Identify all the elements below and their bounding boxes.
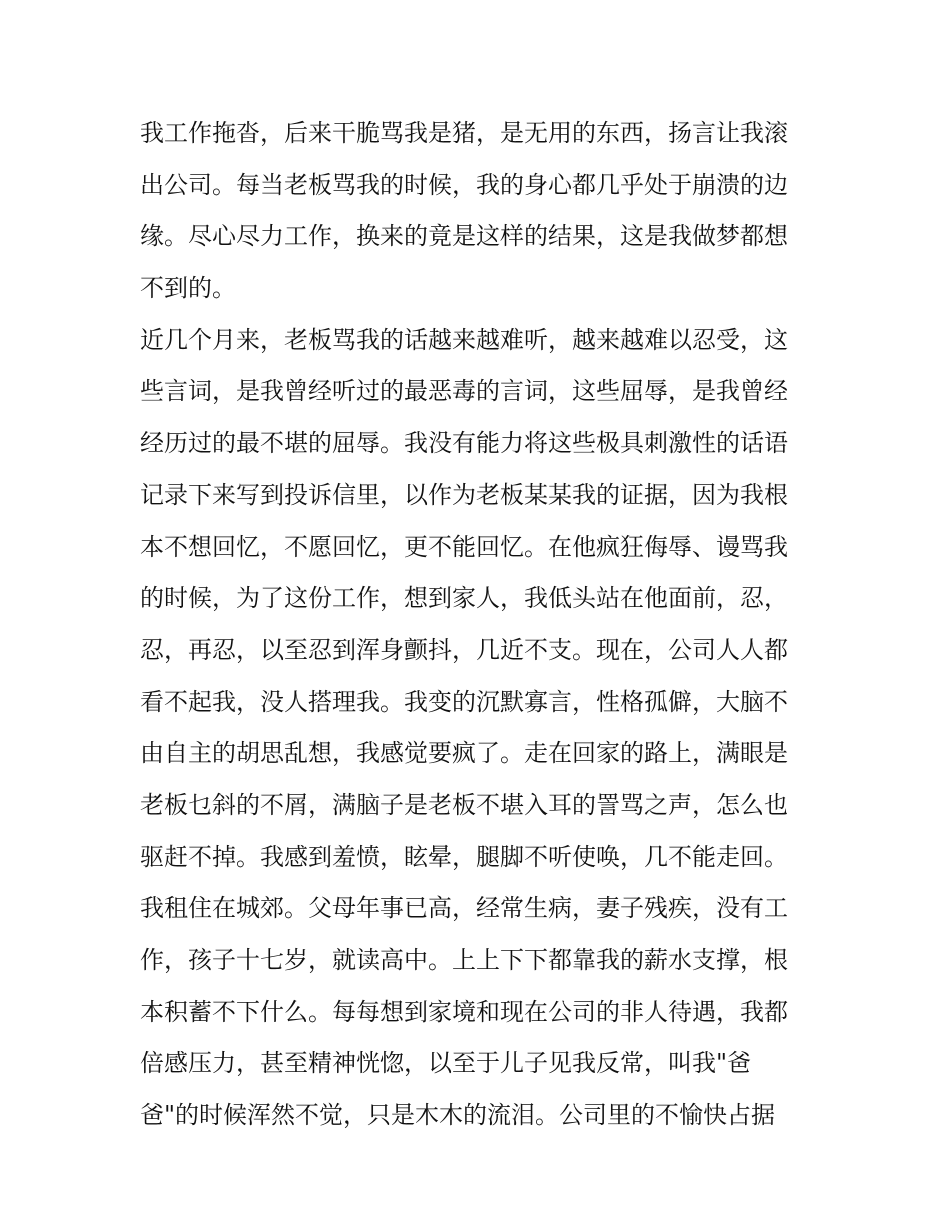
text-line: 忍，再忍，以至忍到浑身颤抖，几近不支。现在，公司人人都 bbox=[140, 635, 788, 664]
text-line: 爸"的时候浑然不觉，只是木木的流泪。公司里的不愉快占据 bbox=[140, 1101, 776, 1130]
text-line: 本积蓄不下什么。每每想到家境和现在公司的非人待遇，我都 bbox=[140, 997, 788, 1026]
text-line: 我工作拖沓，后来干脆骂我是猪，是无用的东西，扬言让我滚 bbox=[140, 119, 788, 147]
text-line: 的时候，为了这份工作，想到家人，我低头站在他面前，忍， bbox=[140, 584, 788, 613]
text-line: 我租住在城郊。父母年事已高，经常生病，妻子残疾，没有工 bbox=[140, 894, 788, 923]
text-line: 本不想回忆，不愿回忆，更不能回忆。在他疯狂侮辱、谩骂我 bbox=[140, 532, 788, 561]
body-text bbox=[140, 108, 840, 1142]
text-line: 由自主的胡思乱想，我感觉要疯了。走在回家的路上，满眼是 bbox=[140, 739, 788, 768]
text-line: 记录下来写到投诉信里，以作为老板某某我的证据，因为我根 bbox=[140, 480, 788, 509]
text-line: 些言词，是我曾经听过的最恶毒的言词，这些屈辱，是我曾经 bbox=[140, 377, 788, 406]
text-line: 驱赶不掉。我感到羞愤，眩晕，腿脚不听使唤，几不能走回。 bbox=[140, 842, 788, 871]
text-line: 倍感压力，甚至精神恍惚，以至于儿子见我反常，叫我"爸 bbox=[140, 1049, 752, 1078]
text-line: 作，孩子十七岁，就读高中。上上下下都靠我的薪水支撑，根 bbox=[140, 946, 788, 974]
text-line: 出公司。每当老板骂我的时候，我的身心都几乎处于崩溃的边 bbox=[140, 170, 788, 199]
text-line: 不到的。 bbox=[140, 274, 236, 303]
text-line: 老板乜斜的不屑，满脑子是老板不堪入耳的詈骂之声，怎么也 bbox=[140, 790, 788, 819]
text-line: 缘。尽心尽力工作，换来的竟是这样的结果，这是我做梦都想 bbox=[140, 222, 788, 251]
text-line: 经历过的最不堪的屈辱。我没有能力将这些极具刺激性的话语 bbox=[140, 429, 788, 458]
text-line: 近几个月来，老板骂我的话越来越难听，越来越难以忍受，这 bbox=[140, 325, 788, 354]
text-line: 看不起我，没人搭理我。我变的沉默寡言，性格孤僻，大脑不 bbox=[140, 687, 788, 716]
